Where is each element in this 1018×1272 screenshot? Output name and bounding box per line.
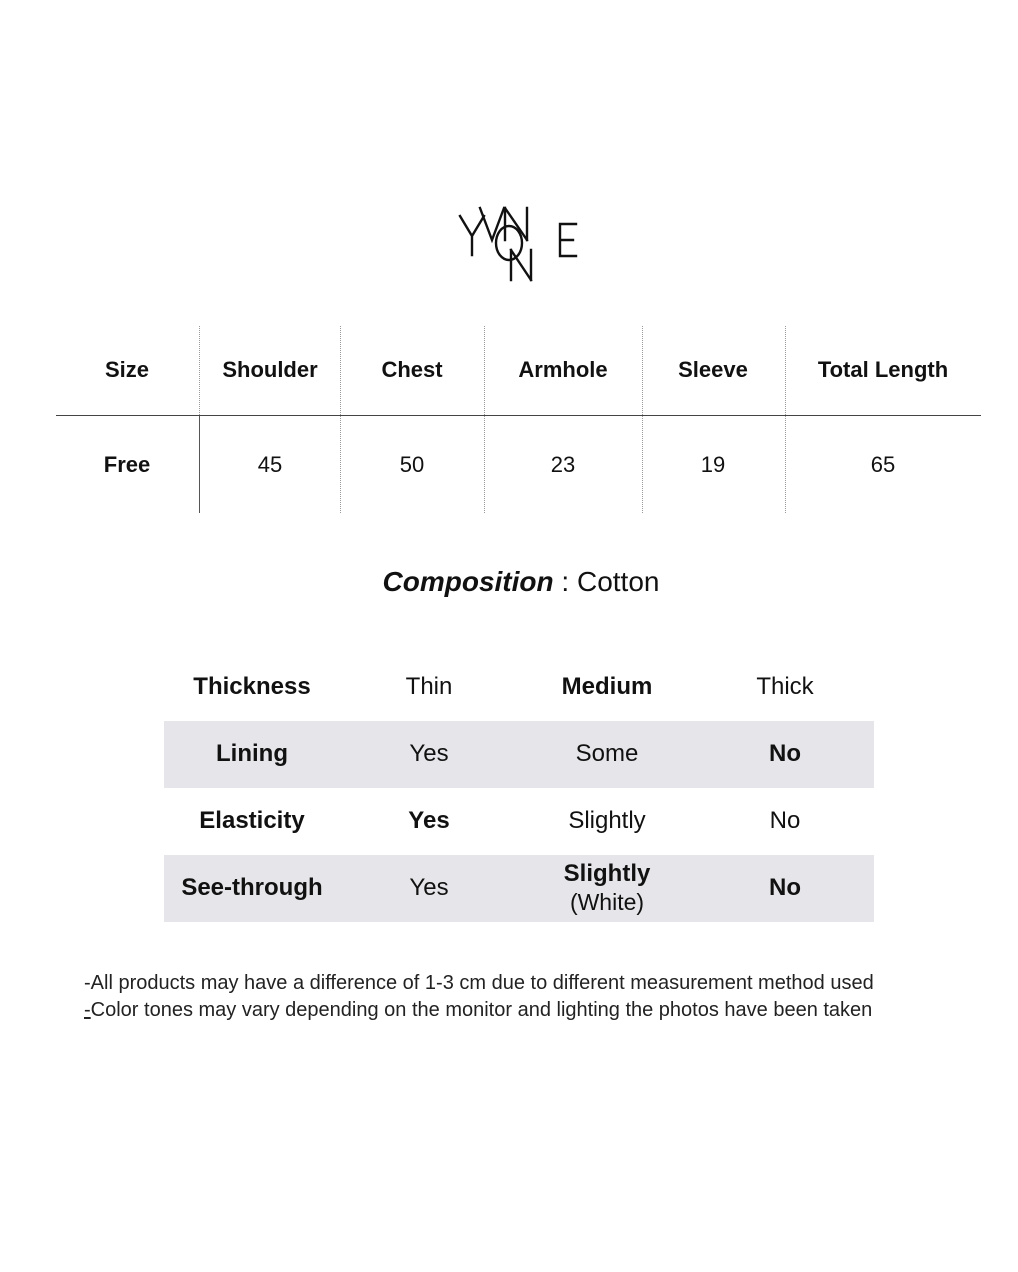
attribute-option: Slightly bbox=[568, 807, 646, 835]
chest-value: 50 bbox=[399, 452, 425, 477]
column-divider bbox=[642, 326, 643, 513]
size-table bbox=[56, 326, 981, 513]
composition-label: Composition bbox=[382, 566, 554, 597]
attribute-option-selected: No bbox=[769, 740, 801, 768]
attribute-row-elasticity bbox=[164, 788, 874, 855]
header-divider bbox=[56, 415, 981, 416]
fabric-attributes-table bbox=[164, 654, 874, 922]
total-length-value: 65 bbox=[870, 452, 896, 477]
attribute-label: See-through bbox=[181, 874, 323, 902]
column-divider bbox=[484, 326, 485, 513]
armhole-value: 23 bbox=[550, 452, 576, 477]
note-color-text: Color tones may vary depending on the monitor and lighting the photos have been taken bbox=[90, 999, 873, 1021]
attribute-option: Yes bbox=[409, 740, 449, 768]
composition-value: Cotton bbox=[576, 566, 660, 597]
attribute-option: Some bbox=[575, 740, 639, 768]
header-armhole: Armhole bbox=[518, 357, 608, 382]
header-sleeve: Sleeve bbox=[678, 357, 748, 382]
disclaimer-notes bbox=[84, 970, 1004, 1024]
attribute-option: Thin bbox=[405, 673, 453, 701]
attribute-option-selected: No bbox=[769, 874, 801, 902]
attribute-option-selected-cell bbox=[518, 855, 696, 922]
header-size: Size bbox=[104, 357, 150, 382]
note-color bbox=[84, 997, 1004, 1024]
attribute-option: No bbox=[769, 807, 801, 835]
sleeve-value: 19 bbox=[700, 452, 726, 477]
attribute-option-selected: Medium bbox=[561, 673, 653, 701]
attribute-row-see-through bbox=[164, 855, 874, 922]
attribute-option: Thick bbox=[756, 673, 814, 701]
attribute-option-note: (White) bbox=[569, 889, 645, 916]
composition-separator: : bbox=[553, 566, 577, 597]
attribute-option-selected: Yes bbox=[408, 807, 450, 835]
attribute-option: Yes bbox=[409, 874, 449, 902]
shoulder-value: 45 bbox=[257, 452, 283, 477]
composition-line bbox=[0, 566, 1018, 598]
attribute-label: Lining bbox=[216, 740, 288, 768]
header-total-length: Total Length bbox=[817, 357, 949, 382]
note-dash: - bbox=[84, 999, 91, 1021]
column-divider bbox=[340, 326, 341, 513]
note-measurement: -All products may have a difference of 1-3 cm due to different measurement method used bbox=[84, 972, 874, 994]
attribute-row-lining bbox=[164, 721, 874, 788]
attribute-option-selected: Slightly bbox=[563, 860, 651, 888]
size-value: Free bbox=[103, 452, 151, 477]
header-shoulder: Shoulder bbox=[222, 357, 318, 382]
header-chest: Chest bbox=[381, 357, 443, 382]
column-divider bbox=[785, 326, 786, 513]
attribute-label: Elasticity bbox=[199, 807, 305, 835]
yvonne-logo bbox=[450, 200, 580, 290]
attribute-label: Thickness bbox=[193, 673, 311, 701]
attribute-row-thickness bbox=[164, 654, 874, 721]
